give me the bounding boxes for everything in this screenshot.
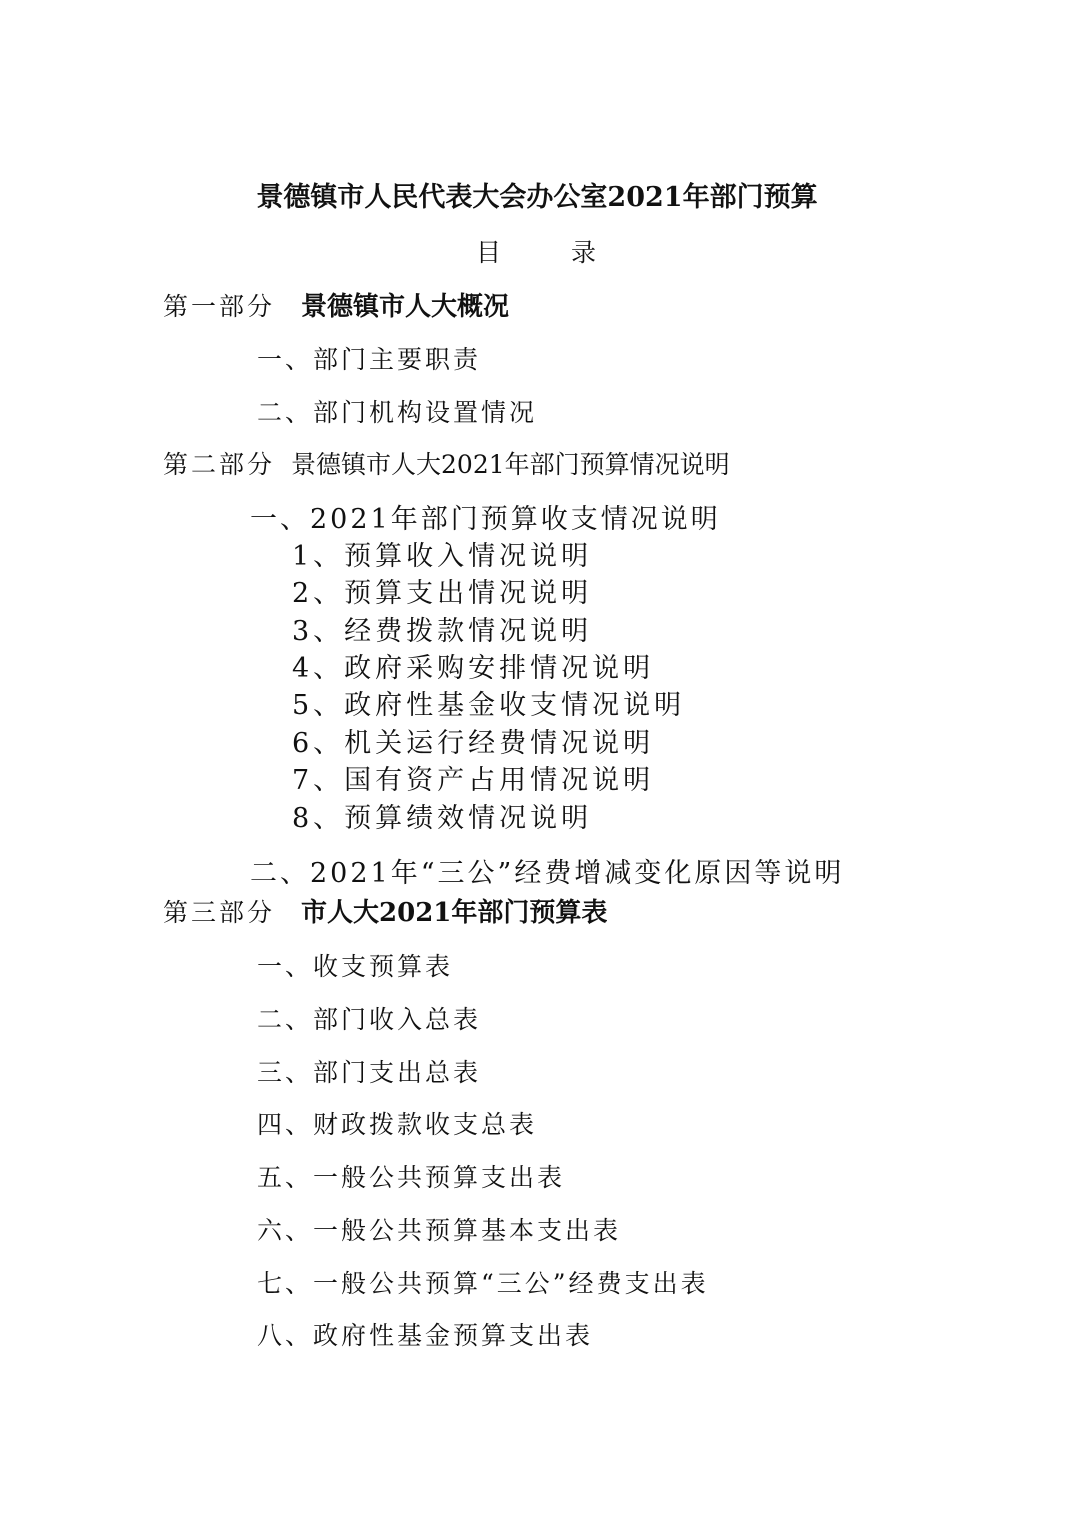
part-3-heading	[163, 900, 607, 926]
part-3-label: 第三部分	[163, 898, 276, 927]
part-2-section-1-item-4: 4、政府采购安排情况说明	[292, 653, 655, 684]
part-2-section-1-item-7: 7、国有资产占用情况说明	[292, 765, 655, 796]
part-1-heading	[163, 294, 509, 320]
part-1-label: 第一部分	[163, 292, 276, 321]
part-2-label: 第二部分	[163, 450, 276, 479]
toc-heading-char-1: 目	[476, 238, 502, 267]
part-2-section-1-heading: 一、2021年部门预算收支情况说明	[250, 504, 721, 535]
part-2-heading	[163, 452, 730, 477]
part-2-section-1-item-1: 1、预算收入情况说明	[292, 541, 593, 572]
part-1-item-1: 一、部门主要职责	[257, 345, 482, 374]
document-title: 景德镇市人民代表大会办公室2021年部门预算	[256, 182, 818, 213]
part-3-item-6: 六、一般公共预算基本支出表	[257, 1216, 622, 1245]
part-2-section-1-item-3: 3、经费拨款情况说明	[292, 616, 593, 647]
part-2-section-2-heading: 二、2021年“三公”经费增减变化原因等说明	[250, 858, 845, 889]
part-2-section-1-item-5: 5、政府性基金收支情况说明	[292, 690, 686, 721]
part-3-item-4: 四、财政拨款收支总表	[257, 1110, 538, 1139]
toc-heading	[476, 240, 596, 265]
part-2-section-1-item-8: 8、预算绩效情况说明	[292, 803, 593, 834]
part-2-section-1-item-6: 6、机关运行经费情况说明	[292, 728, 655, 759]
part-3-item-2: 二、部门收入总表	[257, 1005, 482, 1034]
part-1-name: 景德镇市人大概况	[301, 292, 510, 322]
part-3-item-3: 三、部门支出总表	[257, 1058, 482, 1087]
part-2-section-1-item-2: 2、预算支出情况说明	[292, 578, 593, 609]
part-3-item-7: 七、一般公共预算“三公”经费支出表	[257, 1269, 709, 1298]
part-1-item-2: 二、部门机构设置情况	[257, 398, 538, 427]
part-3-item-5: 五、一般公共预算支出表	[257, 1163, 566, 1192]
toc-heading-char-2: 录	[571, 238, 597, 267]
part-3-item-8: 八、政府性基金预算支出表	[257, 1321, 594, 1350]
part-2-name: 景德镇市人大2021年部门预算情况说明	[291, 450, 730, 479]
part-3-item-1: 一、收支预算表	[257, 952, 454, 981]
part-3-name: 市人大2021年部门预算表	[301, 898, 608, 928]
